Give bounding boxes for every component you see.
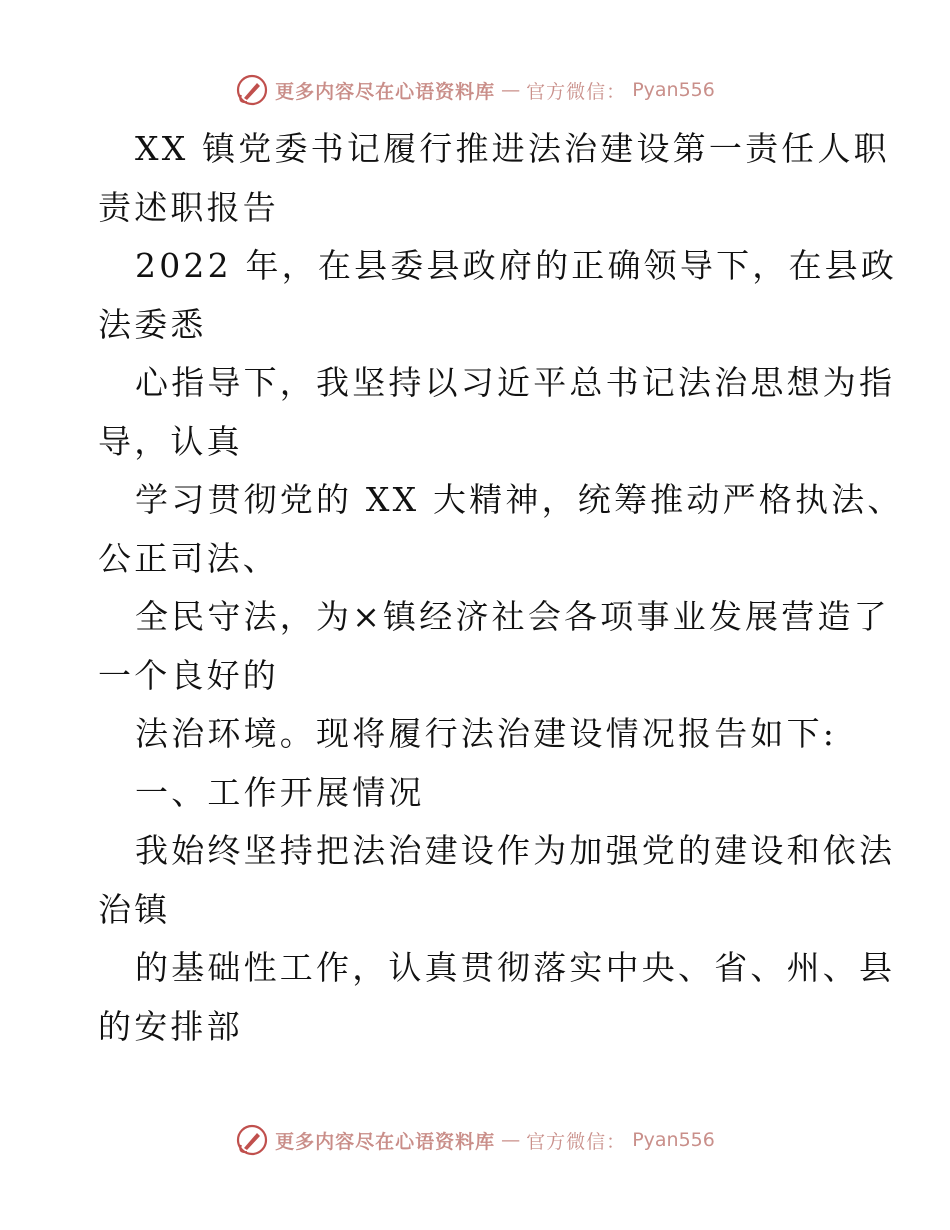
paragraph-line: 公正司法、 <box>98 538 279 578</box>
paragraph-line: 一个良好的 <box>98 655 279 695</box>
paragraph-line: 治镇 <box>98 889 171 929</box>
paragraph-line: 的安排部 <box>98 1006 243 1046</box>
document-title-line-2: 责述职报告 <box>98 187 279 227</box>
watermark-separator: — <box>501 1129 521 1151</box>
paragraph-line: 心指导下，我坚持以习近平总书记法治思想为指 <box>135 363 896 402</box>
footer-watermark <box>0 1120 950 1160</box>
document-title-line-1: XX 镇党委书记履行推进法治建设第一责任人职 <box>135 129 890 168</box>
paragraph-line: 全民守法，为×镇经济社会各项事业发展营造了 <box>135 597 890 636</box>
paragraph-line: 的基础性工作，认真贯彻落实中央、省、州、县 <box>135 948 896 987</box>
watermark-contact-id: Pyan556 <box>632 1129 715 1151</box>
pen-logo-icon <box>235 1123 269 1157</box>
watermark-contact-label: 官方微信： <box>526 80 627 103</box>
watermark-separator: — <box>501 79 521 101</box>
paragraph-line: 学习贯彻党的 XX 大精神，统筹推动严格执法、 <box>135 480 904 519</box>
watermark-site-text: 更多内容尽在心语资料库 <box>275 80 496 103</box>
paragraph-line: 法委悉 <box>98 304 207 344</box>
watermark-site-text: 更多内容尽在心语资料库 <box>275 1130 496 1153</box>
pen-logo-icon <box>235 73 269 107</box>
document-body <box>98 120 904 1056</box>
header-watermark <box>0 70 950 110</box>
paragraph-line: 导，认真 <box>98 421 243 461</box>
paragraph-line: 法治环境。现将履行法治建设情况报告如下: <box>135 714 838 753</box>
paragraph-line: 2022 年，在县委县政府的正确领导下，在县政 <box>135 246 898 285</box>
paragraph-line: 我始终坚持把法治建设作为加强党的建设和依法 <box>135 831 896 870</box>
watermark-contact-id: Pyan556 <box>632 79 715 101</box>
watermark-contact-label: 官方微信： <box>526 1130 627 1153</box>
section-heading: 一、工作开展情况 <box>135 772 425 812</box>
